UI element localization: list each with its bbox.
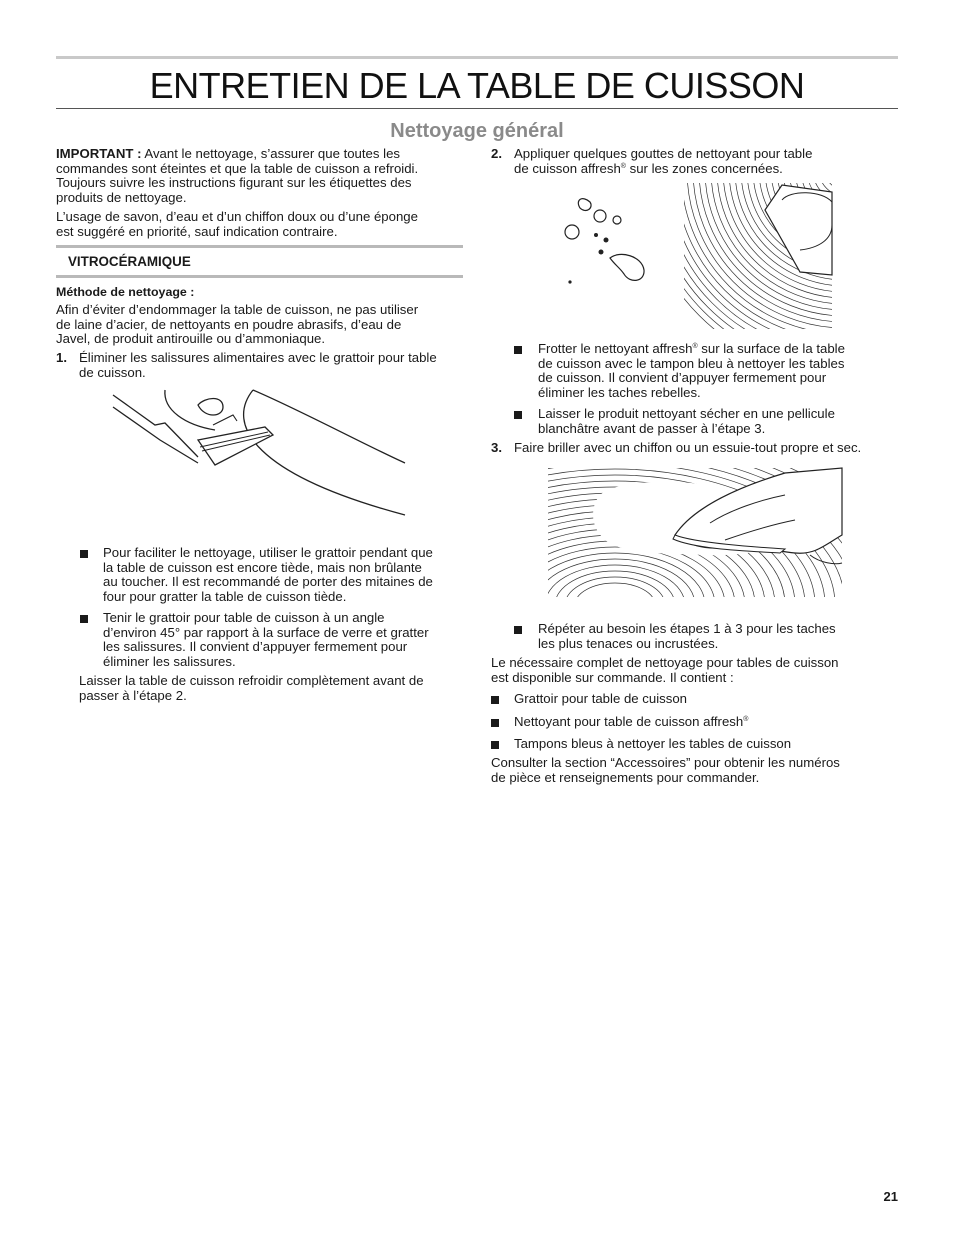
top-rule [56, 56, 898, 59]
bullet-marker [80, 615, 88, 623]
bullet-item [538, 622, 888, 651]
bullet-marker [514, 346, 522, 354]
important-label: IMPORTANT : [56, 146, 142, 161]
cool-line: Laisser la table de cuisson refroidir complètement avant de [79, 673, 424, 688]
section-rule-top [56, 245, 463, 248]
step-2-line: de cuisson affresh [514, 160, 621, 176]
scraper-illustration [105, 385, 410, 520]
bullet-line: Pour faciliter le nettoyage, utiliser le grattoir pendant que [103, 545, 433, 560]
step-3-text: Faire briller avec un chiffon ou un essuie-tout propre et sec. [514, 440, 862, 455]
important-line: produits de nettoyage. [56, 189, 187, 205]
bullet-line: Laisser le produit nettoyant sécher en une pellicule [538, 406, 835, 421]
kit-item [514, 715, 748, 730]
bullet-marker [491, 719, 499, 727]
method-paragraph [56, 303, 466, 347]
bullet-item [538, 407, 888, 436]
page-number: 21 [883, 1189, 898, 1204]
bullet-line: éliminer les salissures. [103, 653, 236, 669]
step-1-line: de cuisson. [79, 364, 146, 380]
bullet-line: sur la surface de la table [697, 341, 845, 356]
bullet-marker [491, 696, 499, 704]
bullet-marker [80, 550, 88, 558]
step-1-line: Éliminer les salissures alimentaires avec le grattoir pour table [79, 350, 437, 365]
kit-item [514, 692, 687, 707]
important-line: Toujours suivre les instructions figurant sur les étiquettes des [56, 175, 412, 191]
bullet-line: les plus tenaces ou incrustées. [538, 635, 719, 651]
important-paragraph [56, 147, 466, 205]
step-2-line: Appliquer quelques gouttes de nettoyant pour table [514, 146, 813, 161]
consult-paragraph [491, 756, 891, 785]
kit-paragraph [491, 656, 891, 685]
kit-line: Le nécessaire complet de nettoyage pour tables de cuisson [491, 655, 839, 670]
bullet-marker [514, 411, 522, 419]
consult-line: de pièce et renseignements pour commander. [491, 769, 760, 785]
usage-paragraph [56, 210, 466, 239]
bullet-line: Répéter au besoin les étapes 1 à 3 pour les taches [538, 621, 836, 636]
important-line: Avant le nettoyage, s’assurer que toutes les [144, 146, 401, 161]
bullet-line: au toucher. Il est recommandé de porter des mitaines de [103, 574, 433, 590]
wiping-illustration [545, 465, 845, 600]
registered-mark: ® [743, 716, 749, 723]
bullet-item [103, 546, 468, 604]
bullet-line: de cuisson. Il convient d’appuyer fermement pour [538, 370, 827, 386]
bullet-marker [491, 741, 499, 749]
important-line: commandes sont éteintes et que la table de cuisson a refroidi. [56, 160, 419, 176]
step-1-number: 1. [56, 350, 67, 365]
cleanser-drops-illustration [560, 180, 835, 332]
bullet-line: Frotter le nettoyant affresh [538, 341, 693, 356]
usage-line: est suggéré en priorité, sauf indication contraire. [56, 223, 338, 239]
method-title: Méthode de nettoyage : [56, 285, 195, 299]
step-2-number: 2. [491, 146, 502, 161]
bullet-line: les salissures. Il convient d’appuyer fermement pour [103, 639, 408, 655]
method-line: de laine d’acier, de nettoyants en poudre abrasifs, d’eau de [56, 316, 402, 332]
bullet-line: éliminer les taches rebelles. [538, 384, 701, 400]
step-2-line: sur les zones concernées. [625, 160, 783, 176]
bullet-line: de cuisson avec le tampon bleu à nettoyer les tables [538, 355, 845, 371]
bullet-line: blanchâtre avant de passer à l’étape 3. [538, 420, 766, 436]
method-line: Javel, de produit antirouille ou d’ammoniaque. [56, 331, 326, 347]
step-1-text [79, 351, 469, 380]
bullet-line: four pour gratter la table de cuisson tiède. [103, 588, 347, 604]
cool-paragraph [79, 674, 469, 703]
bullet-item [538, 342, 888, 400]
method-line: Afin d’éviter d’endommager la table de cuisson, ne pas utiliser [56, 302, 419, 317]
cool-line: passer à l’étape 2. [79, 687, 187, 703]
bullet-line: d’environ 45° par rapport à la surface de verre et gratter [103, 624, 429, 640]
kit-item-text: Grattoir pour table de cuisson [514, 691, 687, 706]
registered-mark: ® [620, 162, 626, 170]
section-subtitle: Nettoyage général [390, 120, 564, 142]
bullet-line: la table de cuisson est encore tiède, mais non brûlante [103, 559, 422, 575]
consult-line: Consulter la section “Accessoires” pour obtenir les numéros [491, 755, 840, 770]
step-2-text [514, 147, 899, 176]
bullet-line: Tenir le grattoir pour table de cuisson à un angle [103, 610, 385, 625]
section-rule-bottom [56, 275, 463, 278]
step-3-number: 3. [491, 440, 502, 455]
bullet-marker [514, 626, 522, 634]
title-rule [56, 108, 898, 109]
kit-line: est disponible sur commande. Il contient : [491, 669, 734, 685]
kit-item [514, 737, 791, 752]
bullet-item [103, 611, 468, 669]
kit-item-text: Nettoyant pour table de cuisson affresh [514, 714, 744, 729]
registered-mark: ® [692, 343, 698, 350]
page-title: ENTRETIEN DE LA TABLE DE CUISSON [149, 65, 805, 106]
kit-item-text: Tampons bleus à nettoyer les tables de cuisson [514, 736, 792, 751]
section-title: VITROCÉRAMIQUE [68, 254, 191, 269]
usage-line: L’usage de savon, d’eau et d’un chiffon doux ou d’une éponge [56, 209, 418, 224]
